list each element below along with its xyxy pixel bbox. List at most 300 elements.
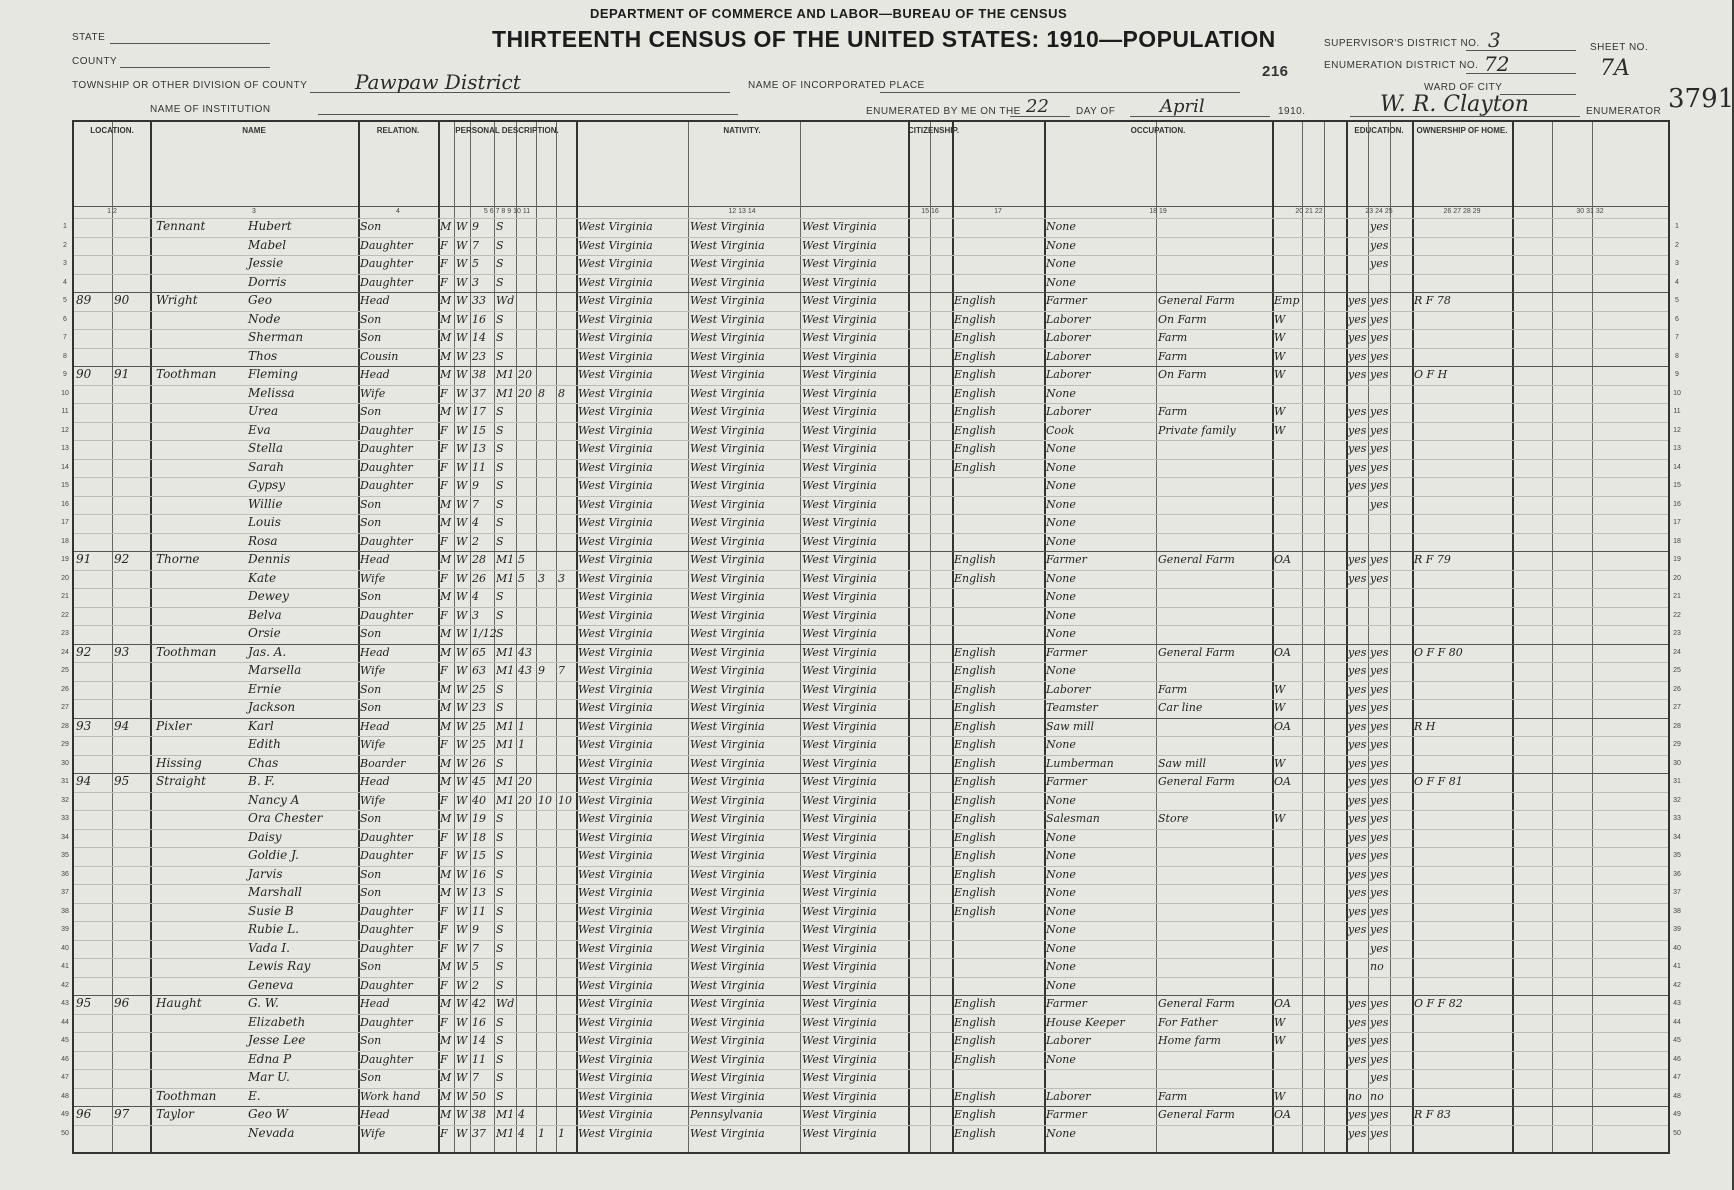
line-number: 20	[61, 574, 69, 582]
occupation-trade: None	[1046, 664, 1076, 677]
nativity-pm: West Virginia	[802, 664, 877, 677]
line-number: 26	[61, 685, 69, 693]
nativity-pf: West Virginia	[690, 1015, 765, 1029]
personal-sex: M	[440, 294, 452, 307]
nativity-pm: West Virginia	[802, 997, 877, 1010]
occupation-industry: For Father	[1158, 1015, 1218, 1029]
line-number: 4	[63, 278, 67, 286]
dwelling-number: 89	[76, 293, 92, 307]
occupation-trade: Lumberman	[1046, 756, 1114, 770]
line-number: 2	[63, 241, 67, 249]
personal-ms: S	[496, 812, 504, 825]
personal-race: W	[456, 867, 468, 881]
personal-race: W	[456, 978, 468, 992]
line-number: 28	[61, 722, 69, 730]
relation: Wife	[360, 738, 386, 751]
nativity-pm: West Virginia	[802, 479, 877, 492]
column-number: 12 13 14	[728, 208, 756, 215]
line-number: 47	[1673, 1074, 1681, 1081]
nativity-pm: West Virginia	[802, 1126, 877, 1140]
nativity-pb: West Virginia	[578, 627, 653, 640]
nativity-pm: West Virginia	[802, 460, 877, 474]
personal-ms: S	[496, 960, 504, 973]
personal-race: W	[456, 812, 468, 825]
relation: Daughter	[360, 830, 413, 844]
can-write: yes	[1370, 682, 1389, 696]
personal-race: W	[456, 220, 468, 233]
nativity-pm: West Virginia	[802, 1108, 877, 1121]
column-number: 17	[994, 208, 1002, 215]
nativity-pb: West Virginia	[578, 719, 653, 733]
line-number: 25	[61, 667, 69, 674]
home-ownership: O F F 82	[1414, 997, 1463, 1010]
personal-sex: F	[440, 238, 448, 252]
nativity-pf: West Virginia	[690, 812, 765, 825]
personal-age: 16	[472, 312, 486, 326]
personal-sex: F	[440, 738, 448, 751]
nativity-pb: West Virginia	[578, 793, 653, 807]
personal-age: 3	[472, 275, 479, 289]
occupation-trade: None	[1046, 941, 1076, 955]
relation: Wife	[360, 386, 386, 400]
surname: Thorne	[156, 552, 200, 566]
state-label: STATE	[72, 32, 106, 43]
can-read: yes	[1348, 719, 1367, 733]
personal-ms: S	[496, 701, 504, 714]
line-number: 14	[61, 463, 69, 471]
language: English	[954, 645, 996, 659]
personal-my: 1	[518, 719, 525, 733]
given-name: Geneva	[248, 977, 294, 992]
occupation-trade: None	[1046, 479, 1076, 492]
given-name: Rubie L.	[248, 922, 299, 936]
language: English	[954, 1108, 996, 1121]
nativity-pm: West Virginia	[802, 442, 877, 455]
occupation-trade: Laborer	[1046, 331, 1091, 344]
language: English	[954, 812, 996, 825]
personal-ms: S	[496, 978, 504, 992]
occupation-trade: Cook	[1046, 423, 1075, 437]
personal-race: W	[456, 1126, 468, 1140]
nativity-pb: West Virginia	[578, 497, 653, 511]
surname: Toothman	[156, 644, 217, 659]
column-number: 18 19	[1149, 208, 1167, 215]
can-read: yes	[1348, 1126, 1367, 1140]
nativity-pf: West Virginia	[690, 460, 765, 474]
relation: Head	[360, 553, 390, 566]
personal-sex: M	[440, 867, 452, 881]
personal-race: W	[456, 1034, 468, 1047]
nativity-pm: West Virginia	[802, 312, 877, 326]
column-divider	[112, 122, 113, 1152]
column-divider	[150, 122, 152, 1152]
personal-sex: M	[440, 312, 452, 326]
nativity-pb: West Virginia	[578, 331, 653, 344]
line-number: 21	[1673, 593, 1681, 600]
relation: Son	[360, 701, 382, 714]
can-write: yes	[1370, 923, 1389, 936]
surname: Tennant	[156, 219, 206, 233]
home-ownership: O F H	[1414, 368, 1448, 381]
can-read: yes	[1348, 701, 1367, 714]
personal-age: 2	[472, 978, 479, 992]
line-number: 7	[63, 334, 67, 341]
can-write: yes	[1370, 1071, 1389, 1084]
personal-race: W	[456, 886, 468, 899]
can-write: yes	[1370, 1034, 1389, 1047]
nativity-pf: West Virginia	[690, 405, 765, 418]
line-number: 10	[1673, 389, 1681, 397]
census-title: THIRTEENTH CENSUS OF THE UNITED STATES: 1910—POPULATION	[492, 26, 1276, 52]
nativity-pb: West Virginia	[578, 516, 653, 529]
personal-sex: F	[440, 1126, 448, 1140]
personal-my: 4	[518, 1126, 525, 1140]
line-number: 15	[61, 482, 69, 489]
can-write: yes	[1370, 812, 1389, 825]
line-number: 10	[61, 389, 69, 397]
nativity-pm: West Virginia	[802, 590, 877, 603]
nativity-pm: West Virginia	[802, 294, 877, 307]
personal-race: W	[456, 423, 468, 437]
given-name: Jackson	[248, 700, 296, 714]
nativity-pb: West Virginia	[578, 220, 653, 233]
personal-age: 9	[472, 220, 479, 233]
column-divider	[1592, 122, 1593, 1152]
occupation-trade: None	[1046, 830, 1076, 844]
given-name: Hubert	[248, 219, 292, 233]
relation: Head	[360, 294, 390, 307]
nativity-pb: West Virginia	[578, 349, 653, 363]
personal-ms: M1	[496, 719, 515, 733]
nativity-pb: West Virginia	[578, 1071, 653, 1084]
personal-ms: S	[496, 442, 504, 455]
nativity-pf: West Virginia	[690, 960, 765, 973]
can-write: no	[1370, 960, 1384, 973]
personal-ms: M1	[496, 793, 515, 807]
nativity-pm: West Virginia	[802, 812, 877, 825]
can-read: yes	[1348, 405, 1367, 418]
enumeration-district-label: ENUMERATION DISTRICT NO.	[1324, 60, 1479, 71]
personal-age: 17	[472, 405, 486, 418]
can-read: yes	[1348, 1034, 1367, 1047]
given-name: Susie B	[248, 903, 294, 918]
nativity-pf: West Virginia	[690, 349, 765, 363]
occupation-trade: Salesman	[1046, 812, 1100, 825]
relation: Daughter	[360, 442, 413, 455]
employment-class: OA	[1274, 719, 1291, 733]
nativity-pf: Pennsylvania	[690, 1108, 763, 1121]
nativity-pb: West Virginia	[578, 682, 653, 696]
personal-race: W	[456, 627, 468, 640]
occupation-industry: Saw mill	[1158, 756, 1206, 770]
occupation-trade: Farmer	[1046, 997, 1087, 1010]
personal-ms: S	[496, 405, 504, 418]
given-name: Marshall	[248, 885, 302, 899]
line-number: 23	[61, 630, 69, 637]
nativity-pb: West Virginia	[578, 867, 653, 881]
personal-liv: 8	[558, 386, 565, 400]
personal-race: W	[456, 405, 468, 418]
personal-ms: S	[496, 257, 504, 270]
employment-class: W	[1274, 756, 1286, 770]
can-write: yes	[1370, 571, 1389, 585]
personal-liv: 10	[558, 793, 572, 807]
nativity-pf: West Virginia	[690, 793, 765, 807]
personal-sex: F	[440, 479, 448, 492]
given-name: G. W.	[248, 996, 279, 1010]
personal-sex: F	[440, 904, 448, 918]
nativity-pm: West Virginia	[802, 978, 877, 992]
nativity-pm: West Virginia	[802, 1015, 877, 1029]
occupation-trade: Laborer	[1046, 1089, 1091, 1103]
given-name: Daisy	[248, 829, 282, 844]
nativity-pm: West Virginia	[802, 849, 877, 862]
personal-ms: Wd	[496, 294, 515, 307]
line-number: 13	[61, 445, 69, 452]
nativity-pf: West Virginia	[690, 645, 765, 659]
personal-age: 9	[472, 923, 479, 936]
nativity-pb: West Virginia	[578, 423, 653, 437]
can-write: yes	[1370, 423, 1389, 437]
line-number: 20	[1673, 574, 1681, 582]
personal-ms: M1	[496, 571, 515, 585]
given-name: Marsella	[248, 663, 302, 677]
nativity-pb: West Virginia	[578, 904, 653, 918]
line-number: 37	[1673, 889, 1681, 896]
column-divider	[688, 122, 689, 1152]
nativity-pf: West Virginia	[690, 664, 765, 677]
occupation-trade: Saw mill	[1046, 719, 1094, 733]
employment-class: W	[1274, 405, 1286, 418]
occupation-trade: None	[1046, 608, 1076, 622]
supervisor-label: SUPERVISOR'S DISTRICT NO.	[1324, 38, 1480, 49]
personal-age: 14	[472, 1034, 486, 1047]
nativity-pf: West Virginia	[690, 756, 765, 770]
nativity-pf: West Virginia	[690, 497, 765, 511]
given-name: Eva	[248, 422, 271, 437]
language: English	[954, 386, 996, 400]
personal-age: 11	[472, 904, 486, 918]
employment-class: W	[1274, 312, 1286, 326]
line-number: 34	[1673, 833, 1681, 841]
line-number: 43	[61, 1000, 69, 1007]
can-read: yes	[1348, 923, 1367, 936]
personal-race: W	[456, 923, 468, 936]
nativity-pm: West Virginia	[802, 904, 877, 918]
nativity-pm: West Virginia	[802, 1089, 877, 1103]
occupation-trade: None	[1046, 1052, 1076, 1066]
given-name: Jesse Lee	[248, 1033, 306, 1047]
home-ownership: R F 78	[1414, 294, 1451, 307]
line-number: 5	[1675, 297, 1679, 304]
occupation-industry: On Farm	[1158, 368, 1207, 381]
line-number: 7	[1675, 334, 1679, 341]
line-number: 24	[61, 648, 69, 656]
incorporated-place-label: NAME OF INCORPORATED PLACE	[748, 80, 925, 91]
personal-race: W	[456, 1015, 468, 1029]
column-divider	[908, 122, 910, 1152]
personal-sex: F	[440, 460, 448, 474]
personal-age: 3	[472, 608, 479, 622]
personal-race: W	[456, 516, 468, 529]
personal-sex: M	[440, 331, 452, 344]
can-read: yes	[1348, 812, 1367, 825]
personal-race: W	[456, 904, 468, 918]
given-name: Gypsy	[248, 478, 285, 492]
line-number: 26	[1673, 685, 1681, 693]
personal-sex: M	[440, 1108, 452, 1121]
personal-ms: M1	[496, 553, 515, 566]
personal-sex: M	[440, 220, 452, 233]
column-divider	[1368, 122, 1369, 1152]
occupation-trade: None	[1046, 497, 1076, 511]
line-number: 11	[61, 408, 69, 415]
nativity-pb: West Virginia	[578, 553, 653, 566]
can-write: yes	[1370, 1108, 1389, 1121]
occupation-trade: None	[1046, 849, 1076, 862]
line-number: 1	[1675, 223, 1679, 230]
occupation-trade: None	[1046, 886, 1076, 899]
personal-sex: M	[440, 719, 452, 733]
employment-class: OA	[1274, 775, 1291, 788]
employment-class: W	[1274, 1034, 1286, 1047]
can-read: yes	[1348, 682, 1367, 696]
personal-age: 4	[472, 516, 479, 529]
personal-race: W	[456, 534, 468, 548]
occupation-trade: None	[1046, 386, 1076, 400]
personal-ms: Wd	[496, 997, 515, 1010]
line-number: 11	[1673, 408, 1681, 415]
surname: Wright	[156, 293, 198, 307]
occupation-trade: None	[1046, 275, 1076, 289]
relation: Daughter	[360, 904, 413, 918]
can-write: yes	[1370, 849, 1389, 862]
personal-race: W	[456, 664, 468, 677]
personal-ms: S	[496, 830, 504, 844]
language: English	[954, 1015, 996, 1029]
nativity-pm: West Virginia	[802, 608, 877, 622]
language: English	[954, 682, 996, 696]
home-ownership: R H	[1414, 719, 1436, 733]
line-number: 33	[61, 815, 69, 822]
personal-race: W	[456, 349, 468, 363]
column-divider	[516, 122, 517, 1152]
nativity-pm: West Virginia	[802, 830, 877, 844]
personal-my: 1	[518, 738, 525, 751]
occupation-trade: None	[1046, 793, 1076, 807]
line-number: 45	[61, 1037, 69, 1044]
line-number: 41	[1673, 963, 1681, 970]
column-divider	[1390, 122, 1391, 1152]
personal-race: W	[456, 682, 468, 696]
personal-ms: S	[496, 349, 504, 363]
given-name: Node	[248, 311, 281, 326]
relation: Son	[360, 682, 382, 696]
nativity-pb: West Virginia	[578, 368, 653, 381]
personal-race: W	[456, 553, 468, 566]
given-name: Kate	[248, 570, 277, 585]
relation: Daughter	[360, 978, 413, 992]
line-number: 16	[1673, 500, 1681, 508]
personal-sex: F	[440, 793, 448, 807]
nativity-pm: West Virginia	[802, 941, 877, 955]
nativity-pf: West Virginia	[690, 423, 765, 437]
given-name: Urea	[248, 404, 279, 418]
can-read: no	[1348, 1089, 1362, 1103]
personal-age: 25	[472, 682, 486, 696]
given-name: Geo W	[248, 1107, 289, 1121]
language: English	[954, 405, 996, 418]
given-name: Dewey	[248, 589, 289, 603]
language: English	[954, 756, 996, 770]
nativity-pb: West Virginia	[578, 590, 653, 603]
personal-sex: M	[440, 756, 452, 770]
language: English	[954, 312, 996, 326]
can-write: yes	[1370, 701, 1389, 714]
personal-ms: S	[496, 516, 504, 529]
nativity-pf: West Virginia	[690, 1052, 765, 1066]
personal-age: 2	[472, 534, 479, 548]
nativity-pf: West Virginia	[690, 830, 765, 844]
personal-age: 16	[472, 1015, 486, 1029]
relation: Son	[360, 220, 382, 233]
given-name: Karl	[248, 718, 274, 733]
ward-label: WARD OF CITY	[1424, 82, 1503, 93]
relation: Son	[360, 867, 382, 881]
can-write: yes	[1370, 793, 1389, 807]
can-write: yes	[1370, 756, 1389, 770]
line-number: 47	[61, 1074, 69, 1081]
personal-race: W	[456, 849, 468, 862]
personal-ms: S	[496, 238, 504, 252]
nativity-pb: West Virginia	[578, 756, 653, 770]
occupation-trade: Teamster	[1046, 701, 1098, 714]
nativity-pf: West Virginia	[690, 608, 765, 622]
line-number: 4	[1675, 278, 1679, 286]
relation: Daughter	[360, 1015, 413, 1029]
personal-ms: M1	[496, 775, 515, 788]
column-divider	[1156, 122, 1157, 1152]
occupation-trade: None	[1046, 534, 1076, 548]
line-number: 28	[1673, 722, 1681, 730]
can-write: yes	[1370, 312, 1389, 326]
personal-born: 1	[538, 1126, 545, 1140]
occupation-trade: Laborer	[1046, 349, 1091, 363]
line-number: 9	[1675, 371, 1679, 378]
relation: Son	[360, 627, 382, 640]
can-read: yes	[1348, 849, 1367, 862]
column-group-header: NAME	[242, 126, 266, 135]
line-number: 38	[61, 907, 69, 915]
personal-ms: S	[496, 275, 504, 289]
line-number: 5	[63, 297, 67, 304]
personal-race: W	[456, 442, 468, 455]
personal-ms: S	[496, 1034, 504, 1047]
can-write: yes	[1370, 442, 1389, 455]
relation: Son	[360, 1034, 382, 1047]
personal-sex: M	[440, 405, 452, 418]
nativity-pf: West Virginia	[690, 479, 765, 492]
can-write: yes	[1370, 331, 1389, 344]
nativity-pm: West Virginia	[802, 349, 877, 363]
nativity-pm: West Virginia	[802, 1034, 877, 1047]
can-read: yes	[1348, 423, 1367, 437]
line-number: 39	[1673, 926, 1681, 933]
personal-ms: S	[496, 1052, 504, 1066]
occupation-trade: Farmer	[1046, 553, 1087, 566]
given-name: Mabel	[248, 237, 287, 252]
line-number: 44	[1673, 1018, 1681, 1026]
